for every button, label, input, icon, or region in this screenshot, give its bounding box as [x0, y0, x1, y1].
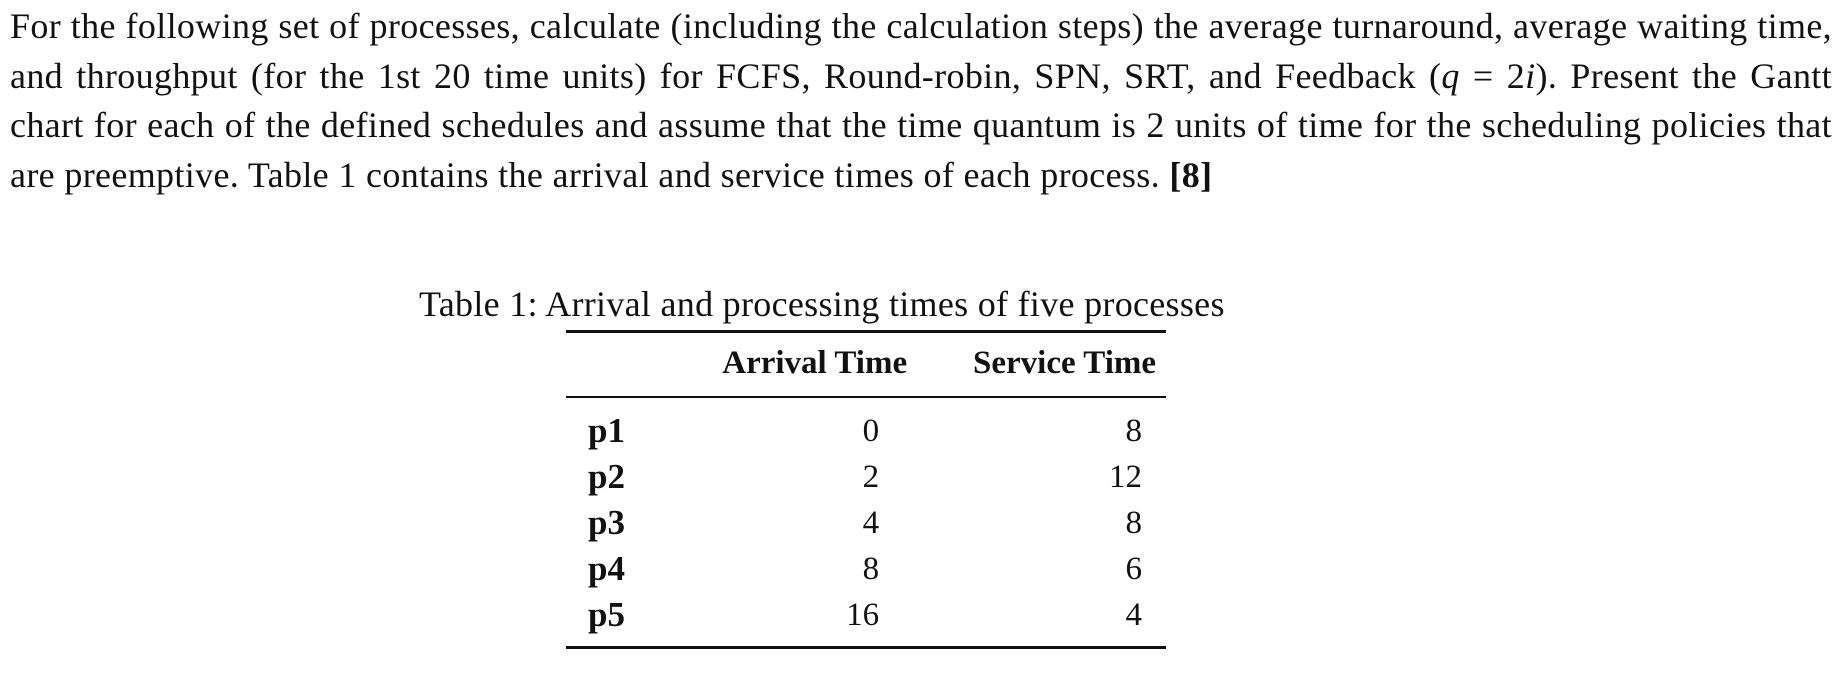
process-table-container [566, 330, 1166, 649]
math-two: 2 [1506, 55, 1526, 96]
header-blank [566, 332, 668, 398]
marks-label: [8] [1169, 154, 1213, 195]
table-row [566, 397, 1166, 454]
math-q: q [1441, 55, 1460, 96]
table-row [566, 500, 1166, 546]
process-name: p5 [588, 595, 625, 634]
arrival-time-cell: 4 [862, 505, 880, 541]
process-name: p3 [588, 503, 625, 542]
table-row [566, 546, 1166, 592]
process-table [566, 330, 1166, 649]
service-time-cell: 8 [1125, 413, 1142, 449]
service-time-cell: 12 [1109, 459, 1142, 495]
service-time-cell: 8 [1125, 505, 1142, 541]
arrival-time-cell: 0 [862, 413, 880, 449]
header-arrival-time: Arrival Time [722, 345, 908, 381]
math-i: i [1525, 55, 1536, 96]
process-name: p1 [588, 411, 625, 450]
table-caption: Table 1: Arrival and processing times of five processes [419, 284, 1225, 324]
table-header-row [566, 332, 1166, 398]
process-name: p2 [588, 457, 625, 496]
arrival-time-cell: 16 [846, 597, 880, 633]
question-text [10, 2, 1832, 200]
question-body: ). Present the Gantt chart for each of the defined schedules and assume that the time quantum is 2 units of time for the scheduling policies that are preemptive. Table 1 contains the arrival and service times of each process. [10, 55, 1832, 195]
arrival-time-cell: 2 [862, 459, 880, 495]
process-name: p4 [588, 549, 625, 588]
math-equals: = [1459, 55, 1507, 96]
service-time-cell: 6 [1125, 551, 1142, 587]
question-intro: For the following set of processes, calculate (including the calculation steps) the average turnaround, average waiting time, and throughput (for the 1st 20 time units) for FCFS, Round-robin, SPN, SRT, and Feedback ( [10, 6, 1832, 96]
table-row [566, 592, 1166, 648]
table-row [566, 454, 1166, 500]
header-service-time: Service Time [973, 345, 1156, 381]
arrival-time-cell: 8 [862, 551, 880, 587]
service-time-cell: 4 [1125, 597, 1142, 633]
